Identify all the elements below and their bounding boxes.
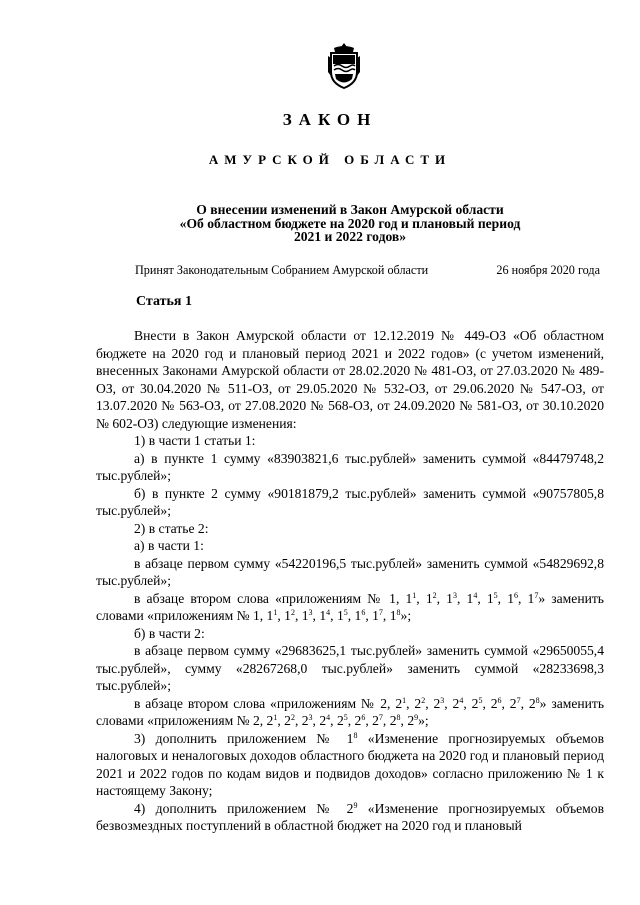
paragraph: а) в пункте 1 сумму «83903821,6 тыс.рублей» заменить суммой «84479748,2 тыс.рублей»; <box>96 450 604 483</box>
adopted-by: Принят Законодательным Собранием Амурской области <box>135 263 429 277</box>
adoption-date: 26 ноября 2020 года <box>496 263 600 277</box>
coat-of-arms-emblem <box>326 42 362 90</box>
paragraph: в абзаце втором слова «приложениям № 1, $1^1$, $1^2$, $1^3$, $1^4$, $1^5$, $1^6$, $1^7$» заменить словами «приложениям № 1, $1^1$, $1^2$, $1^3$, $1^4$, $1^5$, $1^6$, $1^7$, $1^8$»; <box>96 590 605 623</box>
paragraph: 1) в части 1 статьи 1: <box>134 433 256 448</box>
heading-line: О внесении изменений в Закон Амурской области <box>196 202 504 217</box>
region-name: АМУРСКОЙ ОБЛАСТИ <box>208 152 452 167</box>
paragraph: в абзаце первом сумму «54220196,5 тыс.рублей» заменить суммой «54829692,8 тыс.рублей»; <box>96 555 604 588</box>
paragraph: Внести в Закон Амурской области от 12.12.2019 № 449-ОЗ «Об областном бюджете на 2020 год и плановый период 2021 и 2022 годов» (с учетом изменений, внесенных Законами Амурской области от 28.02.2020 № 481-ОЗ, от 27.03.2020 № 489-ОЗ, от 30.04.2020 № 511-ОЗ, от 29.05.2020 № 532-ОЗ, от 29.06.2020 № 547-ОЗ, от 13.07.2020 № 563-ОЗ, от 27.08.2020 № 568-ОЗ, от 24.09.2020 № 581-ОЗ, от 30.10.2020 № 602-ОЗ) следующие изменения: <box>96 328 604 431</box>
paragraph: 4) дополнить приложением № $2^9$ «Изменение прогнозируемых объемов безвозмездных поступлений в областной бюджет на 2020 год и плановый <box>96 800 604 833</box>
paragraph: а) в части 1: <box>134 538 204 553</box>
law-heading <box>150 203 550 244</box>
document-title: ЗАКОН <box>282 110 378 129</box>
paragraph: в абзаце втором слова «приложениям № 2, $2^1$, $2^2$, $2^3$, $2^4$, $2^5$, $2^6$, $2^7$, $2^8$» заменить словами «приложениям № 2, $2^1$, $2^2$, $2^3$, $2^4$, $2^5$, $2^6$, $2^7$, $2^8$, $2^9$»; <box>96 695 605 728</box>
article-body <box>96 327 604 835</box>
article-title: Статья 1 <box>136 294 192 309</box>
paragraph: б) в части 2: <box>134 625 205 641</box>
heading-line: 2021 и 2022 годов» <box>293 229 407 244</box>
paragraph: 2) в статье 2: <box>134 520 209 536</box>
adoption-line <box>135 263 600 278</box>
heading-line: «Об областном бюджете на 2020 год и плановый период <box>179 215 521 231</box>
paragraph: в абзаце первом сумму «29683625,1 тыс.рублей» заменить суммой «29650055,4 тыс.рублей», сумму «28267268,0 тыс.рублей» заменить суммой «28233698,3 тыс.рублей»; <box>96 643 604 693</box>
paragraph: б) в пункте 2 сумму «90181879,2 тыс.рублей» заменить суммой «90757805,8 тыс.рублей»; <box>96 485 604 518</box>
paragraph: 3) дополнить приложением № $1^8$ «Изменение прогнозируемых объемов налоговых и неналоговых доходов областного бюджета на 2020 год и плановый период 2021 и 2022 годов по кодам видов и подвидов доходов» согласно приложению № 1 к настоящему Закону; <box>96 730 604 798</box>
